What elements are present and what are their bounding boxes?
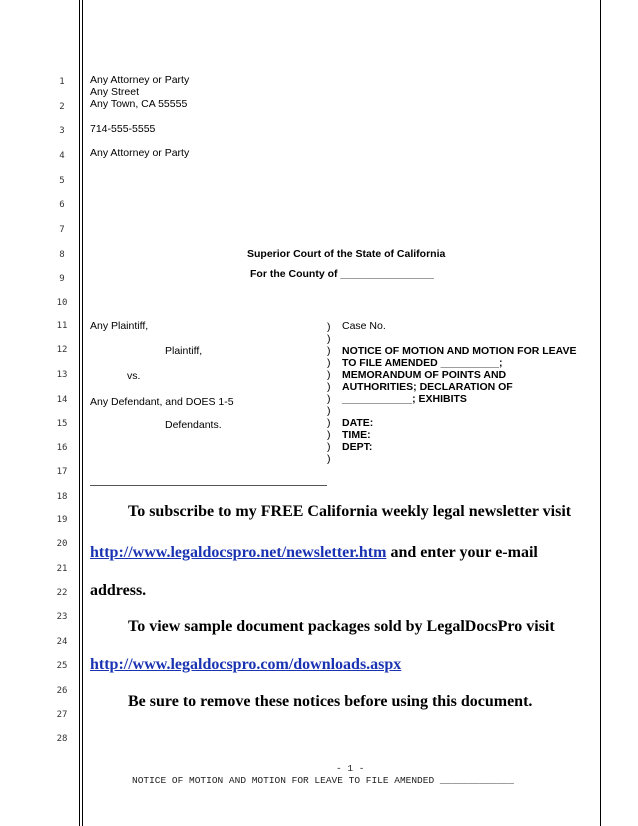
paren: ) xyxy=(327,453,331,465)
paren: ) xyxy=(327,417,331,429)
line-number: 24 xyxy=(56,637,68,647)
newsletter-notice-tail: and enter your e-mail xyxy=(386,544,538,561)
document-title-line-4: AUTHORITIES; DECLARATION OF xyxy=(342,381,513,393)
line-number: 18 xyxy=(56,492,68,502)
line-number: 1 xyxy=(59,77,65,87)
hearing-dept-label: DEPT: xyxy=(342,441,373,453)
line-number: 15 xyxy=(56,419,68,429)
line-number: 25 xyxy=(56,661,68,671)
footer-title: NOTICE OF MOTION AND MOTION FOR LEAVE TO FILE AMENDED _____________ xyxy=(132,775,514,786)
paren: ) xyxy=(327,429,331,441)
line-number: 21 xyxy=(56,564,68,574)
paren: ) xyxy=(327,393,331,405)
attorney-street: Any Street xyxy=(90,86,140,98)
document-title-line-1: NOTICE OF MOTION AND MOTION FOR LEAVE xyxy=(342,345,577,357)
plaintiff-name: Any Plaintiff, xyxy=(90,320,149,332)
downloads-notice-line xyxy=(90,655,401,675)
hearing-date-label: DATE: xyxy=(342,417,374,429)
line-number: 3 xyxy=(59,126,65,136)
paren: ) xyxy=(327,357,331,369)
line-number: 19 xyxy=(56,515,68,525)
line-number: 10 xyxy=(56,298,68,308)
caption-divider xyxy=(90,485,327,486)
line-number: 26 xyxy=(56,686,68,696)
attorney-phone: 714-555-5555 xyxy=(90,123,156,135)
paren: ) xyxy=(327,381,331,393)
plaintiff-role: Plaintiff, xyxy=(165,345,203,357)
versus: vs. xyxy=(127,370,141,382)
line-number: 7 xyxy=(59,225,65,235)
line-number: 16 xyxy=(56,443,68,453)
paren: ) xyxy=(327,369,331,381)
line-number: 6 xyxy=(59,200,65,210)
page-number: - 1 - xyxy=(336,763,365,774)
paren: ) xyxy=(327,345,331,357)
document-title-line-3: MEMORANDUM OF POINTS AND xyxy=(342,369,507,381)
court-county: For the County of ________________ xyxy=(250,268,434,280)
line-number: 17 xyxy=(56,467,68,477)
newsletter-link[interactable]: http://www.legaldocspro.net/newsletter.htm xyxy=(90,544,387,561)
attorney-city: Any Town, CA 55555 xyxy=(90,98,188,110)
defendant-role: Defendants. xyxy=(165,419,222,431)
line-number: 28 xyxy=(56,734,68,744)
line-number: 12 xyxy=(56,345,68,355)
document-title-line-5: ____________; EXHIBITS xyxy=(342,393,467,405)
downloads-link[interactable]: http://www.legaldocspro.com/downloads.aspx xyxy=(90,656,402,673)
line-number: 13 xyxy=(56,370,68,380)
attorney-for: Any Attorney or Party xyxy=(90,147,190,159)
right-margin-line xyxy=(600,0,601,826)
hearing-time-label: TIME: xyxy=(342,429,371,441)
line-number: 22 xyxy=(56,588,68,598)
court-name: Superior Court of the State of California xyxy=(247,248,446,260)
line-number: 2 xyxy=(59,102,65,112)
line-number: 20 xyxy=(56,539,68,549)
line-number: 27 xyxy=(56,710,68,720)
line-number: 9 xyxy=(59,274,65,284)
remove-notice-text: Be sure to remove these notices before using this document. xyxy=(128,693,533,710)
left-margin-line-inner xyxy=(82,0,83,826)
paren: ) xyxy=(327,321,331,333)
newsletter-notice-text: To subscribe to my FREE California weekly legal newsletter visit xyxy=(128,503,572,520)
newsletter-notice-end: address. xyxy=(90,582,147,599)
downloads-notice-text: To view sample document packages sold by LegalDocsPro visit xyxy=(128,618,555,635)
line-number: 14 xyxy=(56,395,68,405)
attorney-name: Any Attorney or Party xyxy=(90,74,190,86)
paren: ) xyxy=(327,441,331,453)
left-margin-line-outer xyxy=(79,0,80,826)
line-number: 8 xyxy=(59,250,65,260)
case-number-label: Case No. xyxy=(342,320,386,332)
defendant-name: Any Defendant, and DOES 1-5 xyxy=(90,396,234,408)
line-number: 11 xyxy=(56,321,68,331)
line-number: 23 xyxy=(56,612,68,622)
paren: ) xyxy=(327,333,331,345)
line-number: 5 xyxy=(59,176,65,186)
document-title-line-2: TO FILE AMENDED __________; xyxy=(342,357,503,369)
paren: ) xyxy=(327,405,331,417)
line-number: 4 xyxy=(59,151,65,161)
newsletter-notice-line xyxy=(90,543,538,563)
